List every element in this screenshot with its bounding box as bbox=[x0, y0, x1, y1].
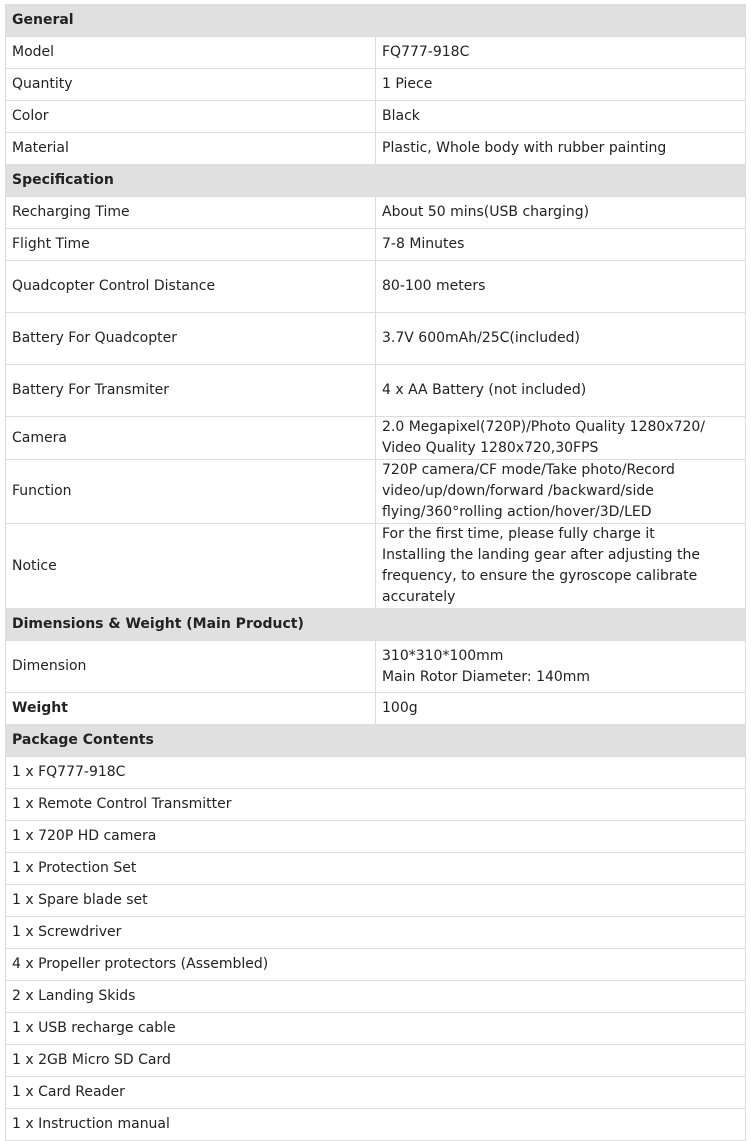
row-value-color: Black bbox=[376, 101, 746, 133]
row-label-notice: Notice bbox=[6, 524, 376, 609]
table-row bbox=[6, 417, 746, 460]
table-row bbox=[6, 229, 746, 261]
row-label-material: Material bbox=[6, 133, 376, 165]
row-value-control-distance: 80-100 meters bbox=[376, 261, 746, 313]
package-item: 1 x Spare blade set bbox=[6, 885, 746, 917]
notice-line: For the first time, please fully charge it bbox=[382, 526, 655, 542]
row-label-color: Color bbox=[6, 101, 376, 133]
list-item bbox=[6, 821, 746, 853]
table-row bbox=[6, 524, 746, 609]
table-row bbox=[6, 69, 746, 101]
spec-sheet bbox=[5, 4, 746, 1141]
row-label-battery-quadcopter: Battery For Quadcopter bbox=[6, 313, 376, 365]
list-item bbox=[6, 1109, 746, 1141]
list-item bbox=[6, 1077, 746, 1109]
list-item bbox=[6, 789, 746, 821]
row-label-control-distance: Quadcopter Control Distance bbox=[6, 261, 376, 313]
section-title: Package Contents bbox=[6, 725, 746, 757]
row-label-function: Function bbox=[6, 460, 376, 524]
notice-line: Installing the landing gear after adjusting the frequency, to ensure the gyroscope calibrate accurately bbox=[382, 547, 700, 605]
row-value-weight: 100g bbox=[376, 693, 746, 725]
package-item: 1 x 720P HD camera bbox=[6, 821, 746, 853]
row-value-battery-transmitter: 4 x AA Battery (not included) bbox=[376, 365, 746, 417]
section-title: Dimensions & Weight (Main Product) bbox=[6, 609, 746, 641]
row-label-camera: Camera bbox=[6, 417, 376, 460]
section-header-specification bbox=[6, 165, 746, 197]
list-item bbox=[6, 1013, 746, 1045]
row-value-battery-quadcopter: 3.7V 600mAh/25C(included) bbox=[376, 313, 746, 365]
list-item bbox=[6, 1045, 746, 1077]
row-value-recharging-time: About 50 mins(USB charging) bbox=[376, 197, 746, 229]
row-label-model: Model bbox=[6, 37, 376, 69]
package-item: 1 x Screwdriver bbox=[6, 917, 746, 949]
table-row bbox=[6, 37, 746, 69]
package-item: 1 x Instruction manual bbox=[6, 1109, 746, 1141]
row-value-flight-time: 7-8 Minutes bbox=[376, 229, 746, 261]
package-item: 1 x Protection Set bbox=[6, 853, 746, 885]
spec-table bbox=[5, 4, 746, 1141]
table-row bbox=[6, 313, 746, 365]
list-item bbox=[6, 917, 746, 949]
table-row bbox=[6, 641, 746, 693]
dimension-line: 310*310*100mm bbox=[382, 647, 504, 664]
list-item bbox=[6, 757, 746, 789]
row-value-model: FQ777-918C bbox=[376, 37, 746, 69]
row-label-flight-time: Flight Time bbox=[6, 229, 376, 261]
list-item bbox=[6, 949, 746, 981]
row-label-weight: Weight bbox=[6, 693, 376, 725]
package-item: 4 x Propeller protectors (Assembled) bbox=[6, 949, 746, 981]
row-value-camera: 2.0 Megapixel(720P)/Photo Quality 1280x720/ Video Quality 1280x720,30FPS bbox=[376, 417, 746, 460]
section-header-dimensions bbox=[6, 609, 746, 641]
row-value-dimension bbox=[376, 641, 746, 693]
row-label-battery-transmitter: Battery For Transmiter bbox=[6, 365, 376, 417]
package-item: 1 x FQ777-918C bbox=[6, 757, 746, 789]
row-value-material: Plastic, Whole body with rubber painting bbox=[376, 133, 746, 165]
dimension-line: Main Rotor Diameter: 140mm bbox=[382, 668, 591, 685]
table-row bbox=[6, 101, 746, 133]
table-row bbox=[6, 197, 746, 229]
list-item bbox=[6, 981, 746, 1013]
row-label-recharging-time: Recharging Time bbox=[6, 197, 376, 229]
table-row bbox=[6, 365, 746, 417]
section-title: Specification bbox=[6, 165, 746, 197]
row-value-quantity: 1 Piece bbox=[376, 69, 746, 101]
row-value-notice bbox=[376, 524, 746, 609]
list-item bbox=[6, 885, 746, 917]
row-label-quantity: Quantity bbox=[6, 69, 376, 101]
package-item: 1 x 2GB Micro SD Card bbox=[6, 1045, 746, 1077]
package-item: 2 x Landing Skids bbox=[6, 981, 746, 1013]
package-item: 1 x Card Reader bbox=[6, 1077, 746, 1109]
table-row bbox=[6, 133, 746, 165]
row-label-dimension: Dimension bbox=[6, 641, 376, 693]
package-item: 1 x USB recharge cable bbox=[6, 1013, 746, 1045]
table-row bbox=[6, 460, 746, 524]
table-row bbox=[6, 261, 746, 313]
section-header-package bbox=[6, 725, 746, 757]
section-title: General bbox=[6, 5, 746, 37]
section-header-general bbox=[6, 5, 746, 37]
table-row bbox=[6, 693, 746, 725]
row-value-function: 720P camera/CF mode/Take photo/Record video/up/down/forward /backward/side flying/360°rolling action/hover/3D/LED bbox=[376, 460, 746, 524]
package-item: 1 x Remote Control Transmitter bbox=[6, 789, 746, 821]
list-item bbox=[6, 853, 746, 885]
